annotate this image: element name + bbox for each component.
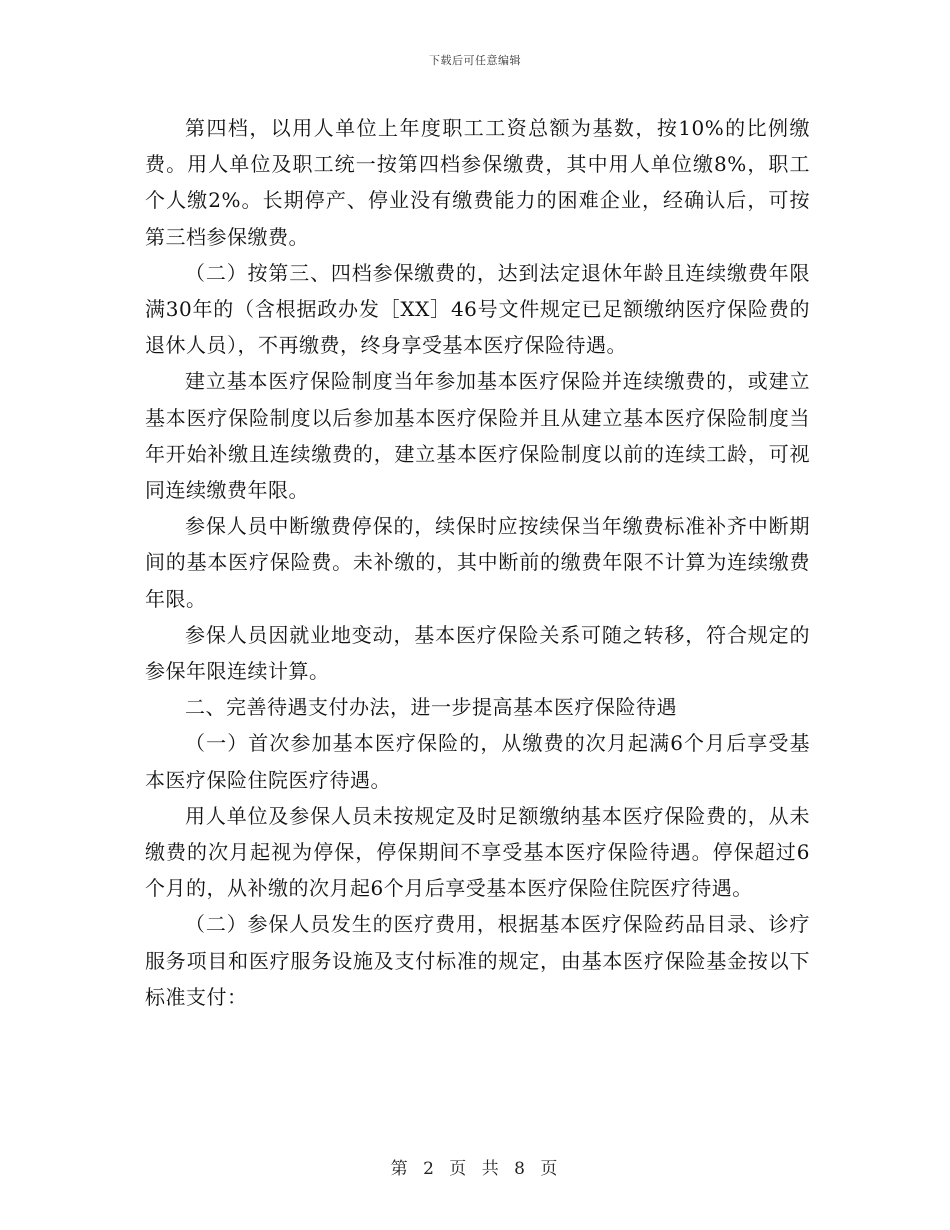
paragraph-retirement-exemption: （二）按第三、四档参保缴费的，达到法定退休年龄且连续缴费年限满30年的（含根据政办发［XX］46号文件规定已足额缴纳医疗保险费的退休人员），不再缴费，终身享受基本医疗保险待遇。 [145, 260, 810, 358]
page-header: 下载后可任意编辑 [429, 54, 521, 67]
page-number-footer: 第 2 页 共 8 页 [390, 1159, 560, 1179]
paragraph-interruption: 参保人员中断缴费停保的，续保时应按续保当年缴费标准补齐中断期间的基本医疗保险费。未补缴的，其中断前的缴费年限不计算为连续缴费年限。 [145, 514, 810, 611]
paragraph-fourth-tier: 第四档，以用人单位上年度职工工资总额为基数，按10%的比例缴费。用人单位及职工统一按第四档参保缴费，其中用人单位缴8%，职工个人缴2%。长期停产、停业没有缴费能力的困难企业，经确认后，可按第三档参保缴费。 [145, 116, 810, 249]
paragraph-first-enrollment: （一）首次参加基本医疗保险的，从缴费的次月起满6个月后享受基本医疗保险住院医疗待遇。 [145, 731, 810, 792]
document-body [145, 110, 810, 1015]
paragraph-continuous-service: 建立基本医疗保险制度当年参加基本医疗保险并连续缴费的，或建立基本医疗保险制度以后参加基本医疗保险并且从建立基本医疗保险制度当年开始补缴且连续缴费的，建立基本医疗保险制度以前的连续工龄，可视同连续缴费年限。 [145, 369, 810, 503]
paragraph-payment-standards: （二）参保人员发生的医疗费用，根据基本医疗保险药品目录、诊疗服务项目和医疗服务设施及支付标准的规定，由基本医疗保险基金按以下标准支付： [145, 912, 810, 1009]
paragraph-transfer: 参保人员因就业地变动，基本医疗保险关系可随之转移，符合规定的参保年限连续计算。 [145, 622, 810, 684]
section-heading-benefits: 二、完善待遇支付办法，进一步提高基本医疗保险待遇 [185, 695, 677, 720]
paragraph-late-payment: 用人单位及参保人员未按规定及时足额缴纳基本医疗保险费的，从未缴费的次月起视为停保，停保期间不享受基本医疗保险待遇。停保超过6个月的，从补缴的次月起6个月后享受基本医疗保险住院医疗待遇。 [145, 803, 810, 901]
